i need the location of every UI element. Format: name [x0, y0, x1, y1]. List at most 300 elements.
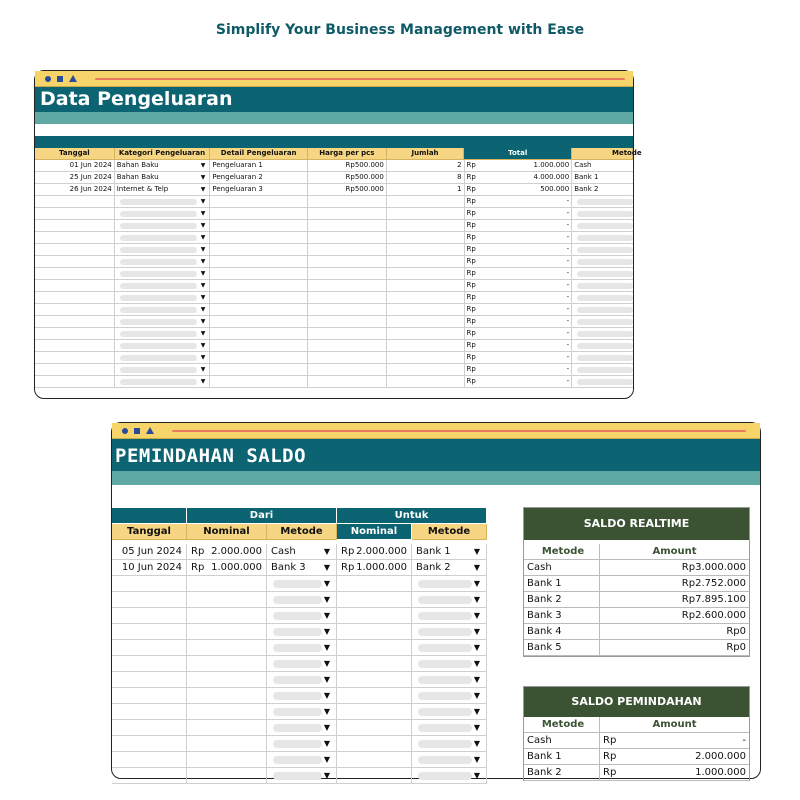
kategori-dropdown[interactable] — [115, 232, 211, 244]
metode-dari-dropdown[interactable] — [267, 640, 337, 656]
cell-jumlah[interactable] — [387, 316, 465, 328]
cell-jumlah[interactable] — [387, 280, 465, 292]
cell-harga[interactable] — [308, 280, 387, 292]
chevron-down-icon[interactable]: ▼ — [473, 579, 480, 588]
cell-nominal-dari[interactable] — [187, 720, 267, 736]
total-value: - — [566, 293, 570, 301]
metode-value: Cash — [574, 161, 592, 169]
metode-untuk-dropdown[interactable] — [412, 688, 487, 704]
metode-dropdown[interactable] — [572, 280, 633, 292]
cell-jumlah[interactable] — [387, 256, 465, 268]
dropdown-placeholder — [577, 199, 633, 205]
metode-dari-dropdown[interactable] — [267, 608, 337, 624]
metode-dari-dropdown[interactable] — [267, 624, 337, 640]
kategori-dropdown[interactable] — [115, 196, 211, 208]
table-row — [35, 160, 633, 172]
table-row — [112, 608, 488, 624]
table-row — [35, 328, 633, 340]
cell-detail[interactable] — [210, 376, 308, 388]
dropdown-placeholder — [577, 319, 633, 325]
cell-jumlah[interactable] — [387, 292, 465, 304]
metode-dari-dropdown[interactable] — [267, 560, 337, 576]
col-metode: Metode — [524, 544, 600, 559]
kategori-dropdown[interactable] — [115, 244, 211, 256]
cell-harga[interactable]: Rp500.000 — [308, 160, 387, 172]
saldo-amount: - — [742, 735, 746, 746]
cell-harga[interactable] — [308, 364, 387, 376]
metode-dari-dropdown[interactable] — [267, 688, 337, 704]
cell-tanggal[interactable] — [35, 328, 115, 340]
currency-label: Rp — [466, 377, 476, 385]
dropdown-placeholder — [418, 676, 472, 684]
saldo-amount: 2.000.000 — [695, 751, 746, 762]
dropdown-placeholder — [418, 628, 472, 636]
cell-jumlah[interactable] — [387, 340, 465, 352]
chevron-down-icon[interactable]: ▼ — [200, 294, 206, 301]
metode-dropdown[interactable] — [572, 328, 633, 340]
metode-untuk-dropdown[interactable] — [412, 752, 487, 768]
kategori-dropdown[interactable] — [115, 160, 211, 172]
currency-label: Rp — [466, 317, 476, 325]
metode-dropdown[interactable] — [572, 304, 633, 316]
kategori-dropdown[interactable] — [115, 184, 211, 196]
cell-nominal-untuk[interactable] — [337, 560, 412, 576]
metode-dari-dropdown[interactable] — [267, 544, 337, 560]
cell-tanggal[interactable] — [112, 608, 187, 624]
saldo-metode: Bank 3 — [524, 608, 600, 623]
metode-dari-dropdown[interactable] — [267, 656, 337, 672]
cell-nominal-untuk[interactable] — [337, 752, 412, 768]
cell-detail[interactable] — [210, 256, 308, 268]
kategori-dropdown[interactable] — [115, 304, 211, 316]
cell-tanggal[interactable] — [112, 624, 187, 640]
table-row — [35, 292, 633, 304]
col-nominal-dari: Nominal — [187, 524, 267, 540]
cell-detail[interactable] — [210, 292, 308, 304]
cell-harga[interactable] — [308, 304, 387, 316]
cell-nominal-untuk[interactable] — [337, 672, 412, 688]
metode-untuk-dropdown[interactable] — [412, 560, 487, 576]
metode-dari-dropdown[interactable] — [267, 576, 337, 592]
chevron-down-icon[interactable]: ▼ — [323, 611, 330, 620]
metode-untuk-dropdown[interactable] — [412, 736, 487, 752]
chevron-down-icon[interactable]: ▼ — [323, 595, 330, 604]
chevron-down-icon[interactable]: ▼ — [473, 627, 480, 636]
kategori-dropdown[interactable] — [115, 328, 211, 340]
cell-detail[interactable] — [210, 304, 308, 316]
cell-detail[interactable]: Pengeluaran 2 — [210, 172, 308, 184]
chevron-down-icon[interactable]: ▼ — [200, 366, 206, 373]
cell-tanggal[interactable] — [35, 292, 115, 304]
cell-jumlah[interactable]: 1 — [387, 184, 465, 196]
cell-detail[interactable] — [210, 364, 308, 376]
cell-tanggal[interactable] — [35, 376, 115, 388]
cell-tanggal[interactable]: 05 Jun 2024 — [112, 544, 187, 560]
chevron-down-icon[interactable]: ▼ — [473, 643, 480, 652]
metode-dropdown[interactable] — [572, 352, 633, 364]
metode-dropdown[interactable] — [572, 268, 633, 280]
kategori-dropdown[interactable] — [115, 352, 211, 364]
metode-untuk-dropdown[interactable] — [412, 592, 487, 608]
cell-tanggal[interactable] — [35, 220, 115, 232]
cell-nominal-untuk[interactable] — [337, 624, 412, 640]
dropdown-placeholder — [418, 724, 472, 732]
saldo-pemindahan-panel — [523, 686, 750, 781]
cell-jumlah[interactable] — [387, 232, 465, 244]
dropdown-placeholder — [418, 708, 472, 716]
chevron-down-icon[interactable]: ▼ — [473, 771, 480, 780]
cell-tanggal[interactable] — [35, 244, 115, 256]
cell-nominal-dari[interactable] — [187, 688, 267, 704]
cell-harga[interactable] — [308, 196, 387, 208]
cell-detail[interactable] — [210, 220, 308, 232]
kategori-dropdown[interactable] — [115, 316, 211, 328]
chevron-down-icon[interactable]: ▼ — [323, 675, 330, 684]
cell-harga[interactable] — [308, 268, 387, 280]
metode-dari-dropdown[interactable] — [267, 752, 337, 768]
cell-total — [465, 184, 573, 196]
currency-label: Rp — [191, 546, 205, 557]
chevron-down-icon[interactable]: ▼ — [200, 162, 206, 169]
dropdown-placeholder — [577, 211, 633, 217]
kategori-dropdown[interactable] — [115, 364, 211, 376]
metode-dropdown[interactable] — [572, 220, 633, 232]
metode-untuk-dropdown[interactable] — [412, 576, 487, 592]
chevron-down-icon[interactable]: ▼ — [200, 186, 206, 193]
chevron-down-icon[interactable]: ▼ — [323, 707, 330, 716]
metode-dropdown[interactable] — [572, 292, 633, 304]
cell-tanggal[interactable] — [35, 340, 115, 352]
cell-detail[interactable] — [210, 352, 308, 364]
chevron-down-icon[interactable]: ▼ — [200, 270, 206, 277]
chevron-down-icon[interactable]: ▼ — [473, 691, 480, 700]
cell-tanggal[interactable]: 26 Jun 2024 — [35, 184, 115, 196]
metode-untuk-dropdown[interactable] — [412, 544, 487, 560]
metode-untuk-dropdown[interactable] — [412, 640, 487, 656]
cell-detail[interactable] — [210, 232, 308, 244]
cell-harga[interactable] — [308, 352, 387, 364]
metode-dari-dropdown[interactable] — [267, 672, 337, 688]
chevron-down-icon[interactable]: ▼ — [200, 306, 206, 313]
chevron-down-icon[interactable]: ▼ — [200, 282, 206, 289]
metode-dropdown[interactable] — [572, 376, 633, 388]
kategori-dropdown[interactable] — [115, 172, 211, 184]
titlebar-line — [95, 78, 625, 80]
cell-detail[interactable] — [210, 268, 308, 280]
cell-nominal-dari[interactable] — [187, 736, 267, 752]
kategori-dropdown[interactable] — [115, 340, 211, 352]
cell-detail[interactable]: Pengeluaran 3 — [210, 184, 308, 196]
chevron-down-icon[interactable]: ▼ — [200, 246, 206, 253]
chevron-down-icon[interactable]: ▼ — [200, 174, 206, 181]
dropdown-placeholder — [120, 379, 198, 385]
cell-harga[interactable] — [308, 256, 387, 268]
metode-dropdown[interactable] — [572, 232, 633, 244]
currency-label: Rp — [603, 751, 617, 762]
metode-dropdown[interactable] — [572, 208, 633, 220]
cell-nominal-dari[interactable] — [187, 560, 267, 576]
saldo-row — [524, 733, 749, 749]
cell-tanggal[interactable] — [112, 768, 187, 784]
cell-harga[interactable] — [308, 220, 387, 232]
chevron-down-icon[interactable]: ▼ — [473, 723, 480, 732]
cell-tanggal[interactable]: 10 Jun 2024 — [112, 560, 187, 576]
table-row — [35, 232, 633, 244]
chevron-down-icon[interactable]: ▼ — [200, 354, 206, 361]
chevron-down-icon[interactable]: ▼ — [473, 659, 480, 668]
cell-harga[interactable] — [308, 292, 387, 304]
metode-dropdown[interactable] — [572, 244, 633, 256]
cell-nominal-dari[interactable] — [187, 608, 267, 624]
cell-total — [465, 280, 573, 292]
metode-dari-dropdown[interactable] — [267, 768, 337, 784]
cell-nominal-dari[interactable] — [187, 672, 267, 688]
chevron-down-icon[interactable]: ▼ — [200, 330, 206, 337]
cell-tanggal[interactable] — [35, 364, 115, 376]
metode-dropdown[interactable] — [572, 316, 633, 328]
metode-dropdown[interactable] — [572, 160, 633, 172]
cell-tanggal[interactable] — [35, 232, 115, 244]
metode-dropdown[interactable] — [572, 364, 633, 376]
cell-nominal-untuk[interactable] — [337, 688, 412, 704]
chevron-down-icon[interactable]: ▼ — [323, 691, 330, 700]
cell-nominal-dari[interactable] — [187, 752, 267, 768]
saldo-realtime-panel — [523, 507, 750, 657]
metode-dropdown[interactable] — [572, 184, 633, 196]
cell-nominal-untuk[interactable] — [337, 736, 412, 752]
metode-untuk-dropdown[interactable] — [412, 608, 487, 624]
cell-nominal-untuk[interactable] — [337, 544, 412, 560]
cell-tanggal[interactable] — [112, 576, 187, 592]
cell-nominal-dari[interactable] — [187, 656, 267, 672]
cell-jumlah[interactable] — [387, 304, 465, 316]
cell-nominal-untuk[interactable] — [337, 592, 412, 608]
kategori-dropdown[interactable] — [115, 280, 211, 292]
kategori-dropdown[interactable] — [115, 376, 211, 388]
col-amount: Amount — [652, 546, 697, 557]
currency-label: Rp — [466, 221, 476, 229]
chevron-down-icon[interactable]: ▼ — [323, 739, 330, 748]
chevron-down-icon[interactable]: ▼ — [473, 707, 480, 716]
cell-jumlah[interactable] — [387, 328, 465, 340]
cell-nominal-dari[interactable] — [187, 544, 267, 560]
cell-harga[interactable] — [308, 340, 387, 352]
cell-nominal-dari[interactable] — [187, 576, 267, 592]
metode-untuk-dropdown[interactable] — [412, 656, 487, 672]
table-row — [112, 720, 488, 736]
table-row — [35, 316, 633, 328]
table-row — [112, 672, 488, 688]
cell-nominal-untuk[interactable] — [337, 768, 412, 784]
cell-detail[interactable] — [210, 328, 308, 340]
cell-harga[interactable] — [308, 232, 387, 244]
cell-detail[interactable] — [210, 316, 308, 328]
cell-detail[interactable] — [210, 208, 308, 220]
chevron-down-icon[interactable]: ▼ — [200, 210, 206, 217]
metode-value: Bank 1 — [574, 173, 599, 181]
cell-jumlah[interactable] — [387, 244, 465, 256]
cell-tanggal[interactable] — [35, 304, 115, 316]
col-harga: Harga per pcs — [308, 148, 387, 160]
cell-nominal-untuk[interactable] — [337, 640, 412, 656]
cell-nominal-untuk[interactable] — [337, 608, 412, 624]
table-row — [112, 592, 488, 608]
cell-total — [465, 304, 573, 316]
metode-untuk-dropdown[interactable] — [412, 768, 487, 784]
cell-tanggal[interactable] — [35, 208, 115, 220]
cell-harga[interactable] — [308, 376, 387, 388]
cell-nominal-dari[interactable] — [187, 704, 267, 720]
cell-nominal-untuk[interactable] — [337, 656, 412, 672]
cell-jumlah[interactable] — [387, 268, 465, 280]
metode-untuk-dropdown[interactable] — [412, 704, 487, 720]
chevron-down-icon[interactable]: ▼ — [323, 723, 330, 732]
chevron-down-icon[interactable]: ▼ — [200, 198, 206, 205]
chevron-down-icon[interactable]: ▼ — [323, 579, 330, 588]
cell-detail[interactable] — [210, 196, 308, 208]
table-row — [35, 184, 633, 196]
table-row — [112, 768, 488, 784]
cell-tanggal[interactable] — [35, 316, 115, 328]
metode-dropdown[interactable] — [572, 256, 633, 268]
kategori-dropdown[interactable] — [115, 220, 211, 232]
dropdown-placeholder — [577, 331, 633, 337]
group-header-row — [112, 508, 488, 524]
cell-jumlah[interactable] — [387, 208, 465, 220]
chevron-down-icon[interactable]: ▼ — [473, 739, 480, 748]
cell-detail[interactable] — [210, 244, 308, 256]
chevron-down-icon[interactable]: ▼ — [200, 378, 206, 385]
cell-nominal-untuk[interactable] — [337, 720, 412, 736]
chevron-down-icon[interactable]: ▼ — [473, 563, 480, 572]
cell-harga[interactable]: Rp500.000 — [308, 172, 387, 184]
currency-label: Rp — [603, 735, 617, 746]
metode-untuk-dropdown[interactable] — [412, 624, 487, 640]
chevron-down-icon[interactable]: ▼ — [200, 318, 206, 325]
kategori-dropdown[interactable] — [115, 292, 211, 304]
cell-tanggal[interactable] — [112, 640, 187, 656]
cell-nominal-dari[interactable] — [187, 640, 267, 656]
metode-dari-dropdown[interactable] — [267, 736, 337, 752]
chevron-down-icon[interactable]: ▼ — [473, 755, 480, 764]
kategori-dropdown[interactable] — [115, 208, 211, 220]
table-row — [35, 208, 633, 220]
cell-tanggal[interactable]: 01 Jun 2024 — [35, 160, 115, 172]
cell-nominal-dari[interactable] — [187, 592, 267, 608]
metode-dropdown[interactable] — [572, 340, 633, 352]
cell-tanggal[interactable] — [35, 268, 115, 280]
cell-nominal-dari[interactable] — [187, 624, 267, 640]
circle-icon — [122, 428, 128, 434]
cell-harga[interactable] — [308, 208, 387, 220]
chevron-down-icon[interactable]: ▼ — [323, 547, 330, 556]
dropdown-placeholder — [273, 692, 322, 700]
chevron-down-icon[interactable]: ▼ — [323, 771, 330, 780]
cell-detail[interactable] — [210, 340, 308, 352]
metode-dari-dropdown[interactable] — [267, 592, 337, 608]
chevron-down-icon[interactable]: ▼ — [200, 342, 206, 349]
cell-total — [465, 340, 573, 352]
chevron-down-icon[interactable]: ▼ — [323, 563, 330, 572]
cell-tanggal[interactable]: 25 Jun 2024 — [35, 172, 115, 184]
cell-tanggal[interactable] — [35, 196, 115, 208]
metode-untuk-dropdown[interactable] — [412, 672, 487, 688]
chevron-down-icon[interactable]: ▼ — [200, 234, 206, 241]
saldo-metode: Bank 1 — [524, 576, 600, 591]
cell-tanggal[interactable] — [112, 656, 187, 672]
cell-tanggal[interactable] — [112, 752, 187, 768]
chevron-down-icon[interactable]: ▼ — [473, 611, 480, 620]
chevron-down-icon[interactable]: ▼ — [200, 258, 206, 265]
chevron-down-icon[interactable]: ▼ — [323, 659, 330, 668]
cell-harga[interactable] — [308, 244, 387, 256]
total-value: - — [566, 245, 570, 253]
cell-tanggal[interactable] — [35, 256, 115, 268]
currency-label: Rp — [466, 281, 476, 289]
chevron-down-icon[interactable]: ▼ — [323, 627, 330, 636]
col-tanggal: Tanggal — [112, 524, 187, 540]
metode-dari-dropdown[interactable] — [267, 704, 337, 720]
dropdown-placeholder — [577, 259, 633, 265]
currency-label: Rp — [603, 767, 617, 778]
cell-detail[interactable]: Pengeluaran 1 — [210, 160, 308, 172]
dropdown-placeholder — [273, 756, 322, 764]
chevron-down-icon[interactable]: ▼ — [323, 643, 330, 652]
cell-jumlah[interactable]: 2 — [387, 160, 465, 172]
metode-untuk-dropdown[interactable] — [412, 720, 487, 736]
metode-value: Bank 3 — [271, 562, 306, 573]
cell-nominal-dari[interactable] — [187, 768, 267, 784]
chevron-down-icon[interactable]: ▼ — [473, 595, 480, 604]
cell-tanggal[interactable] — [35, 280, 115, 292]
cell-jumlah[interactable] — [387, 376, 465, 388]
chevron-down-icon[interactable]: ▼ — [323, 755, 330, 764]
metode-dropdown[interactable] — [572, 196, 633, 208]
cell-tanggal[interactable] — [112, 688, 187, 704]
kategori-dropdown[interactable] — [115, 268, 211, 280]
metode-dropdown[interactable] — [572, 172, 633, 184]
cell-jumlah[interactable]: 8 — [387, 172, 465, 184]
chevron-down-icon[interactable]: ▼ — [200, 222, 206, 229]
cell-jumlah[interactable] — [387, 364, 465, 376]
cell-tanggal[interactable] — [35, 352, 115, 364]
table-row — [112, 704, 488, 720]
pengeluaran-window — [34, 70, 642, 399]
metode-value: Bank 2 — [416, 562, 451, 573]
cell-jumlah[interactable] — [387, 196, 465, 208]
dropdown-placeholder — [418, 692, 472, 700]
cell-tanggal[interactable] — [112, 720, 187, 736]
cell-detail[interactable] — [210, 280, 308, 292]
table-row — [35, 304, 633, 316]
cell-tanggal[interactable] — [112, 736, 187, 752]
cell-nominal-untuk[interactable] — [337, 704, 412, 720]
chevron-down-icon[interactable]: ▼ — [473, 675, 480, 684]
kategori-dropdown[interactable] — [115, 256, 211, 268]
metode-dari-dropdown[interactable] — [267, 720, 337, 736]
cell-tanggal[interactable] — [112, 672, 187, 688]
cell-tanggal[interactable] — [112, 592, 187, 608]
cell-jumlah[interactable] — [387, 352, 465, 364]
chevron-down-icon[interactable]: ▼ — [473, 547, 480, 556]
cell-nominal-untuk[interactable] — [337, 576, 412, 592]
dropdown-placeholder — [418, 740, 472, 748]
cell-harga[interactable] — [308, 328, 387, 340]
cell-harga[interactable] — [308, 316, 387, 328]
cell-jumlah[interactable] — [387, 220, 465, 232]
cell-tanggal[interactable] — [112, 704, 187, 720]
cell-harga[interactable]: Rp500.000 — [308, 184, 387, 196]
